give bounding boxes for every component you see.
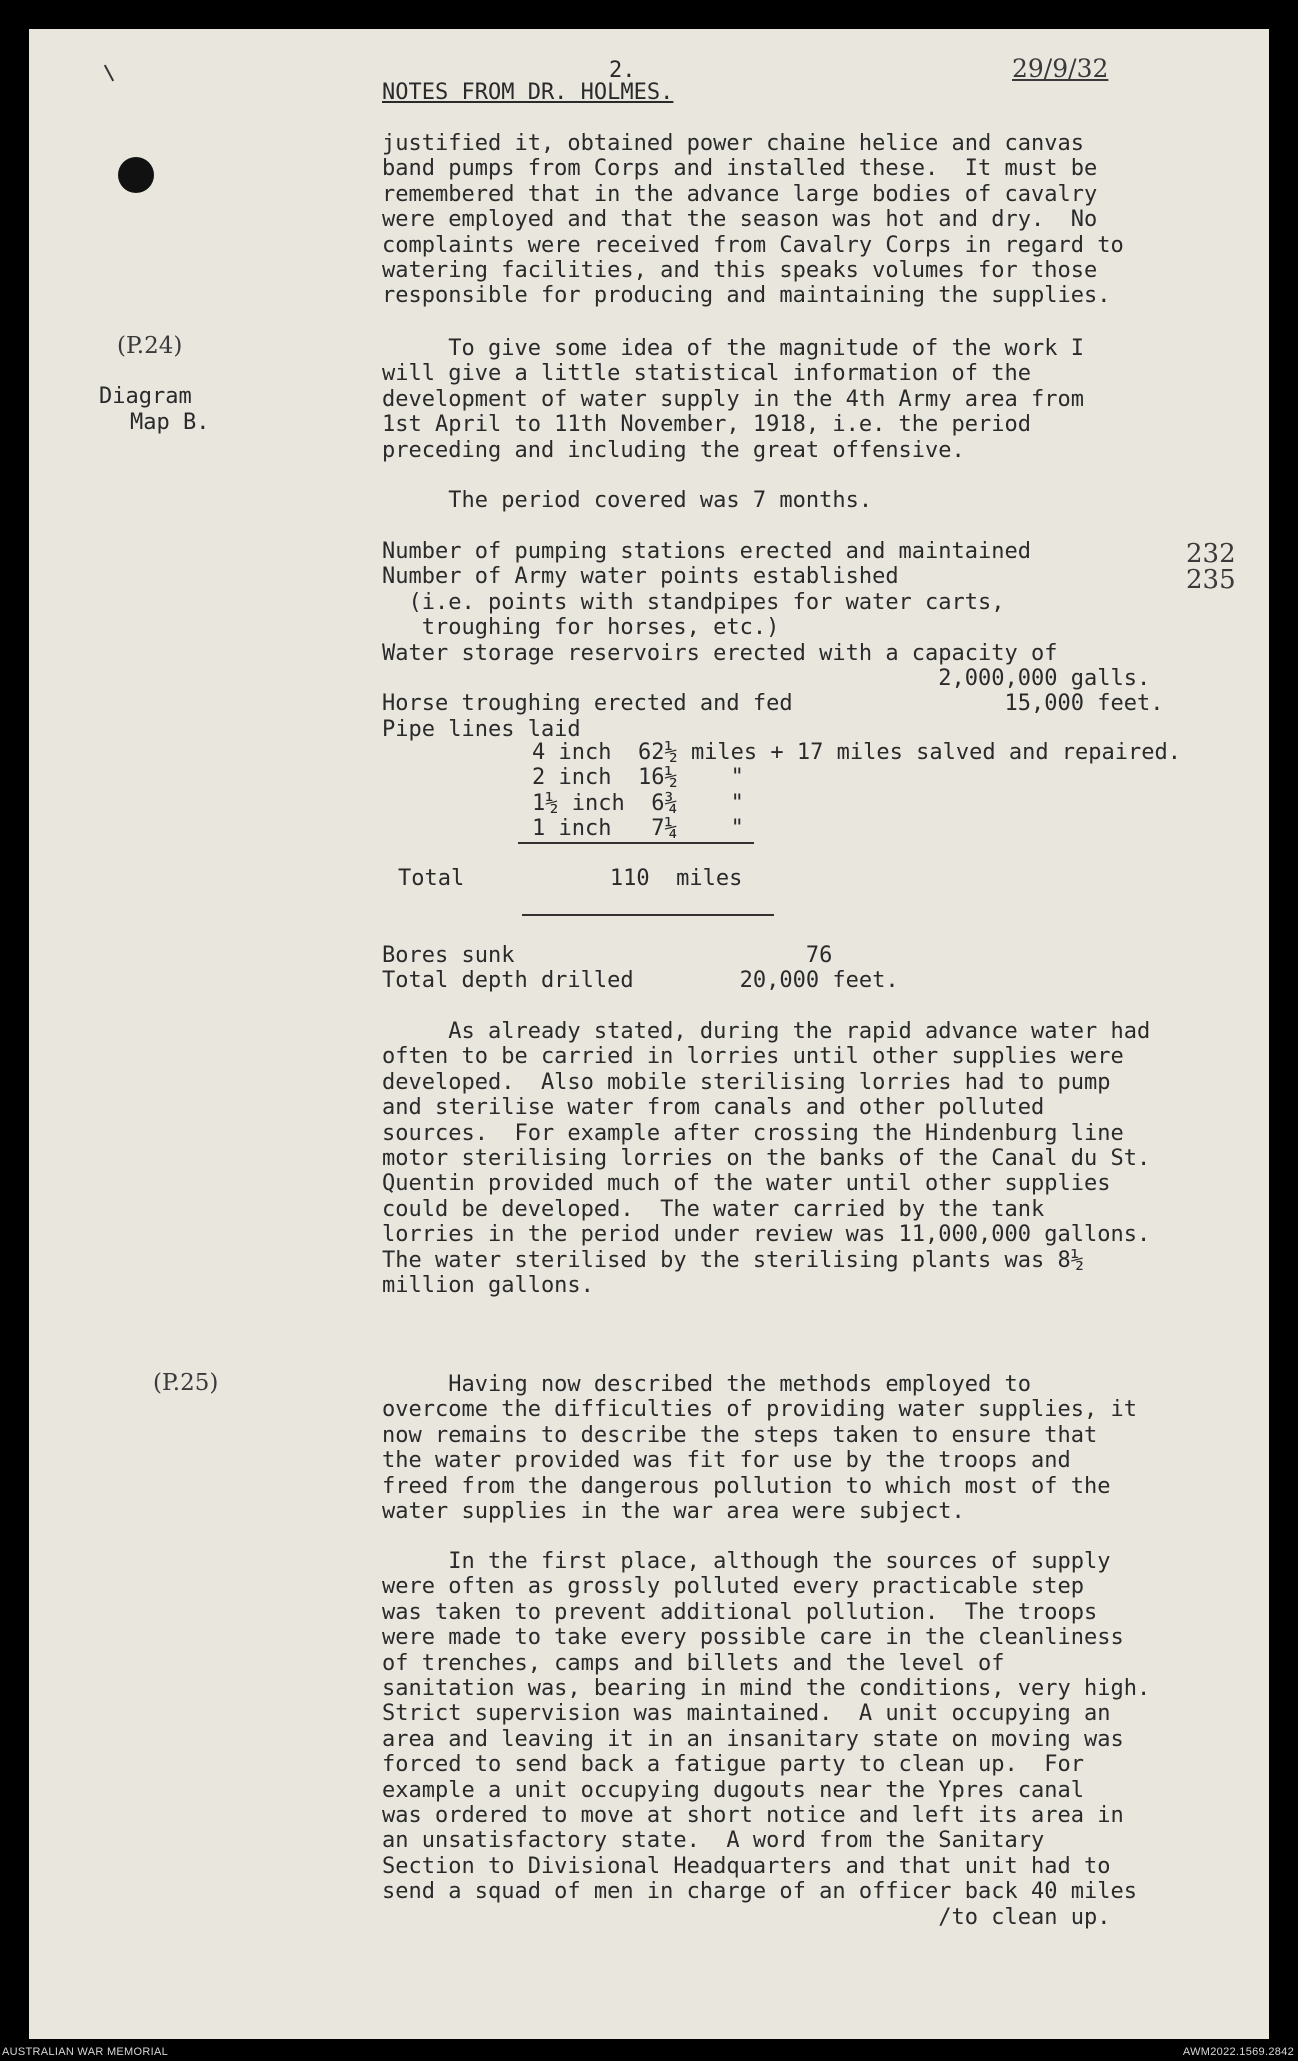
text-line: example a unit occupying dugouts near the Ypres canal [382, 1777, 1084, 1803]
text-line: area and leaving it in an insanitary state on moving was [382, 1726, 1124, 1752]
punch-hole [118, 157, 154, 193]
stat-line: Pipe lines laid [382, 716, 581, 742]
pipe-line-item: 1½ inch 6¾ " [532, 790, 744, 816]
text-line: complaints were received from Cavalry Corps in regard to [382, 232, 1124, 258]
paragraph-4 [382, 1372, 1137, 1524]
text-line: often to be carried in lorries until other supplies were [382, 1044, 1124, 1070]
paragraph-5 [382, 1549, 1150, 1930]
text-line: were employed and that the season was hot and dry. No [382, 207, 1098, 233]
text-line: Having now described the methods employed to [382, 1372, 1032, 1397]
text-line: The water sterilised by the sterilising plants was 8½ [382, 1247, 1084, 1273]
stat-line: Number of pumping stations erected and maintained [382, 539, 1032, 564]
text-line: forced to send back a fatigue party to clean up. For [382, 1752, 1084, 1778]
period-line: The period covered was 7 months. [382, 488, 873, 513]
text-line: overcome the difficulties of providing water supplies, it [382, 1397, 1137, 1423]
stat-line: Horse troughing erected and fed 15,000 feet. [382, 691, 1164, 717]
text-line: To give some idea of the magnitude of the work I [382, 336, 1084, 361]
stat-line: 2,000,000 galls. [382, 666, 1151, 692]
text-line: were often as grossly polluted every practicable step [382, 1574, 1084, 1600]
text-line: was ordered to move at short notice and left its area in [382, 1803, 1124, 1829]
paragraph-2 [382, 336, 1084, 463]
total-rule [522, 914, 774, 916]
text-line: preceding and including the great offensive. [382, 437, 965, 463]
text-line: developed. Also mobile sterilising lorries had to pump [382, 1069, 1111, 1095]
text-line: Strict supervision was maintained. A unit occupying an [382, 1701, 1111, 1727]
stat-line: Number of Army water points established [382, 564, 899, 590]
margin-note-p24: (P.24) [117, 333, 183, 359]
text-line: motor sterilising lorries on the banks of the Canal du St. [382, 1146, 1151, 1172]
text-line: /to clean up. [382, 1904, 1111, 1930]
paragraph-1 [382, 131, 1124, 309]
text-line: now remains to describe the steps taken to ensure that [382, 1422, 1098, 1448]
stat-line: (i.e. points with standpipes for water carts, [382, 589, 1005, 615]
text-line: and sterilise water from canals and other polluted [382, 1095, 1045, 1121]
text-line: could be developed. The water carried by the tank [382, 1196, 1045, 1222]
text-line: sanitation was, bearing in mind the conditions, very high. [382, 1676, 1151, 1702]
text-line: million gallons. [382, 1273, 594, 1299]
text-line: the water provided was fit for use by the troops and [382, 1448, 1071, 1474]
page-title: NOTES FROM DR. HOLMES. [382, 80, 674, 105]
footer-accession-number: AWM2022.1569.2842 [1182, 2046, 1294, 2058]
handwritten-date: 29/9/32 [1012, 54, 1109, 83]
footer-institution: AUSTRALIAN WAR MEMORIAL [2, 2046, 169, 2058]
total-line: Total 110 miles [398, 866, 743, 891]
text-line: will give a little statistical information of the [382, 361, 1032, 387]
text-line: lorries in the period under review was 11,000,000 gallons. [382, 1222, 1151, 1248]
text-line: watering facilities, and this speaks volumes for those [382, 258, 1098, 284]
statistics-block [382, 539, 1163, 742]
handwritten-235: 235 [1186, 565, 1236, 595]
text-line: send a squad of men in charge of an officer back 40 miles [382, 1879, 1137, 1905]
text-line: Quentin provided much of the water until other supplies [382, 1171, 1111, 1197]
text-line: freed from the dangerous pollution to which most of the [382, 1473, 1111, 1499]
pipe-lines-list [532, 740, 1181, 842]
text-line: were made to take every possible care in the cleanliness [382, 1625, 1124, 1651]
text-line: Section to Divisional Headquarters and that unit had to [382, 1853, 1111, 1879]
text-line: water supplies in the war area were subject. [382, 1499, 965, 1525]
bores-block [382, 943, 899, 994]
stat-line: Water storage reservoirs erected with a capacity of [382, 640, 1058, 666]
bores-line: Bores sunk 76 [382, 943, 833, 968]
margin-note-diagram: Diagram [99, 384, 192, 409]
handwritten-232: 232 [1186, 539, 1236, 569]
margin-note-map: Map B. [130, 410, 210, 435]
bores-line: Total depth drilled 20,000 feet. [382, 968, 899, 994]
text-line: In the first place, although the sources of supply [382, 1549, 1111, 1574]
text-line: responsible for producing and maintaining the supplies. [382, 283, 1111, 309]
pipe-line-item: 1 inch 7¼ " [532, 816, 744, 842]
text-line: was taken to prevent additional pollution. The troops [382, 1599, 1098, 1625]
text-line: remembered that in the advance large bodies of cavalry [382, 181, 1098, 207]
stat-line: troughing for horses, etc.) [382, 615, 780, 641]
text-line: justified it, obtained power chaine helice and canvas [382, 131, 1084, 156]
pipe-line-item: 2 inch 16½ " [532, 765, 744, 791]
page-number: 2. [609, 58, 636, 83]
text-line: 1st April to 11th November, 1918, i.e. the period [382, 412, 1032, 438]
text-line: an unsatisfactory state. A word from the Sanitary [382, 1828, 1045, 1854]
text-line: development of water supply in the 4th Army area from [382, 386, 1084, 412]
text-line: As already stated, during the rapid advance water had [382, 1019, 1151, 1044]
text-line: band pumps from Corps and installed these. It must be [382, 156, 1098, 182]
pipe-line-item: 4 inch 62½ miles + 17 miles salved and repaired. [532, 740, 1182, 765]
text-line: of trenches, camps and billets and the level of [382, 1650, 1005, 1676]
sum-rule [518, 842, 754, 844]
margin-note-p25: (P.25) [153, 1370, 219, 1396]
text-line: sources. For example after crossing the Hindenburg line [382, 1120, 1124, 1146]
paragraph-3 [382, 1019, 1150, 1298]
